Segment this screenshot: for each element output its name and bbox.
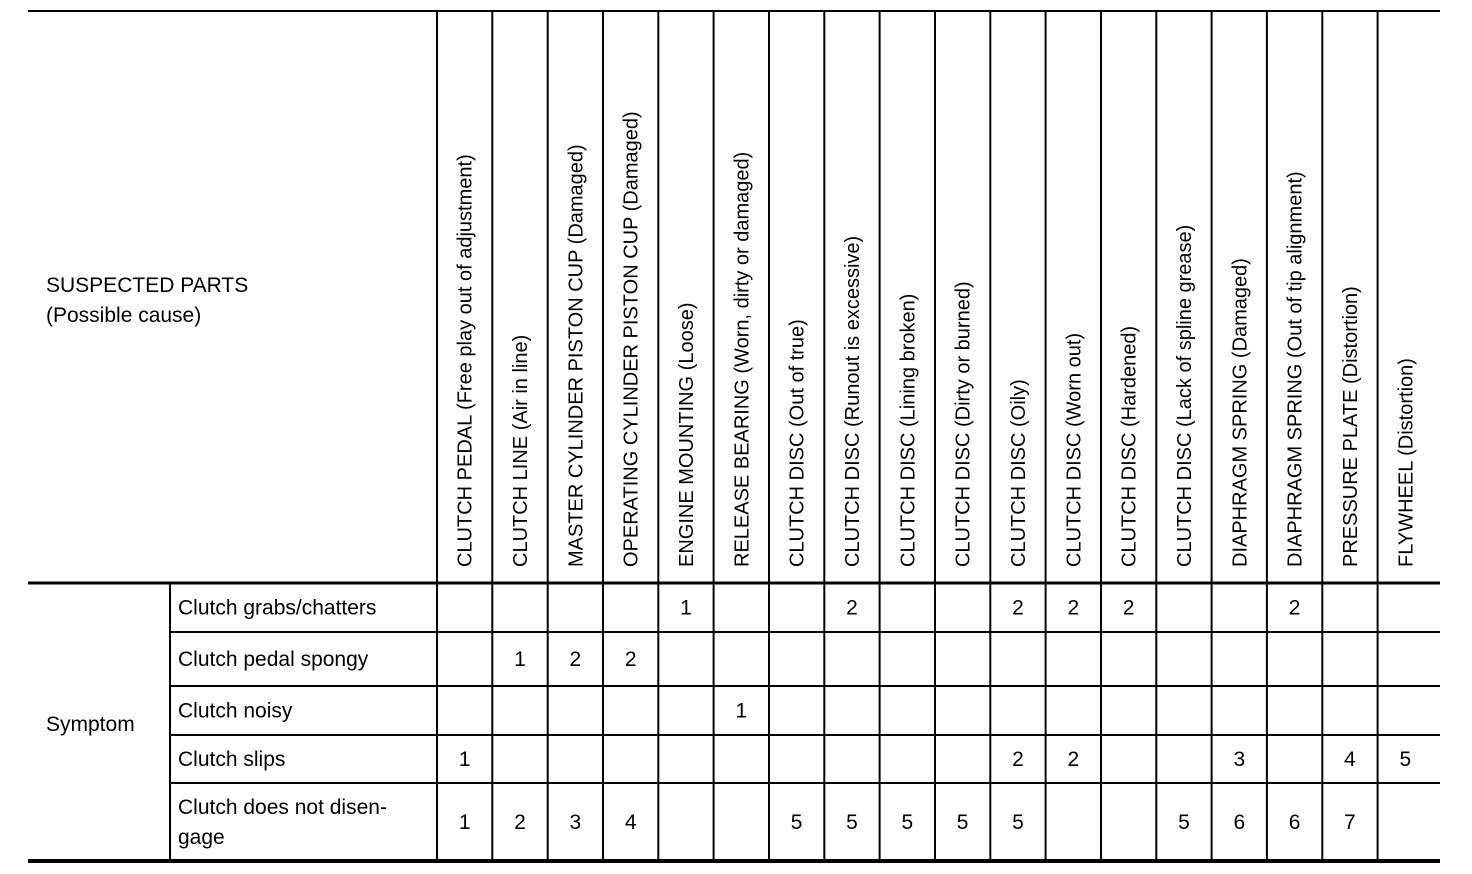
symptom-labels: [178, 597, 387, 850]
cell-value: 2: [846, 596, 858, 620]
symptom-group-label: Symptom: [46, 713, 135, 736]
cell-value: 2: [1067, 596, 1080, 620]
cell-value: 1: [458, 748, 471, 771]
symptom-label: gage: [178, 826, 225, 849]
cell-value: 2: [624, 648, 637, 671]
column-header: MASTER CYLINDER PISTON CUP (Damaged): [565, 144, 588, 567]
symptom-label: Clutch noisy: [178, 699, 293, 723]
column-header: CLUTCH PEDAL (Free play out of adjustment): [454, 154, 477, 567]
cell-value: 2: [1067, 748, 1080, 771]
cell-value: 2: [1012, 596, 1024, 620]
cell-value: 2: [1288, 596, 1301, 620]
column-header: ENGINE MOUNTING (Loose): [676, 302, 698, 567]
column-header: CLUTCH DISC (Out of true): [786, 319, 809, 567]
cell-value: 3: [569, 811, 582, 834]
column-header: CLUTCH DISC (Oily): [1008, 379, 1030, 567]
column-header: OPERATING CYLINDER PISTON CUP (Damaged): [620, 111, 643, 567]
column-header: CLUTCH LINE (Air in line): [510, 334, 532, 567]
cell-value: 5: [1012, 811, 1024, 834]
symptom-label: Clutch pedal spongy: [178, 648, 369, 671]
column-header: CLUTCH DISC (Hardened): [1118, 325, 1141, 567]
cell-value: 2: [569, 648, 582, 671]
cell-value: 6: [1288, 811, 1301, 834]
symptom-label: Clutch grabs/chatters: [178, 596, 377, 620]
cell-value: 1: [680, 596, 692, 620]
possible-cause-heading: (Possible cause): [46, 304, 202, 327]
cell-value: 1: [458, 811, 471, 834]
column-header: CLUTCH DISC (Lack of spline grease): [1174, 224, 1196, 567]
column-header: CLUTCH DISC (Worn out): [1063, 332, 1086, 567]
column-header: FLYWHEEL (Distortion): [1395, 358, 1418, 567]
cell-value: 7: [1344, 811, 1356, 834]
symptom-label: Clutch slips: [178, 748, 286, 771]
cell-value: 2: [1122, 596, 1135, 620]
cell-value: 1: [514, 648, 526, 671]
cell-value: 5: [1399, 748, 1412, 771]
column-header: DIAPHRAGM SPRING (Damaged): [1229, 258, 1252, 567]
column-header: PRESSURE PLATE (Distortion): [1339, 286, 1362, 567]
cell-value: 3: [1233, 748, 1246, 771]
column-header: CLUTCH DISC (Runout is excessive): [842, 235, 864, 567]
cell-value: 4: [624, 811, 637, 834]
column-header: RELEASE BEARING (Worn, dirty or damaged): [731, 151, 754, 567]
cell-value: 5: [956, 811, 969, 834]
cell-value: 1: [735, 699, 748, 723]
cell-value: 2: [1012, 748, 1024, 771]
column-header: DIAPHRAGM SPRING (Out of tip alignment): [1284, 171, 1307, 567]
cell-value: 5: [846, 811, 858, 834]
cell-value: 4: [1344, 748, 1356, 771]
symptom-label: Clutch does not disen-: [178, 796, 387, 819]
cell-value: 5: [790, 811, 803, 834]
suspected-parts-heading: SUSPECTED PARTS: [46, 274, 249, 297]
column-header: CLUTCH DISC (Lining broken): [897, 293, 920, 567]
cell-value: 2: [514, 811, 526, 834]
column-header: CLUTCH DISC (Dirty or burned): [952, 281, 975, 567]
cell-value: 6: [1233, 811, 1246, 834]
cell-value: 5: [1178, 811, 1190, 834]
cell-value: 5: [901, 811, 914, 834]
